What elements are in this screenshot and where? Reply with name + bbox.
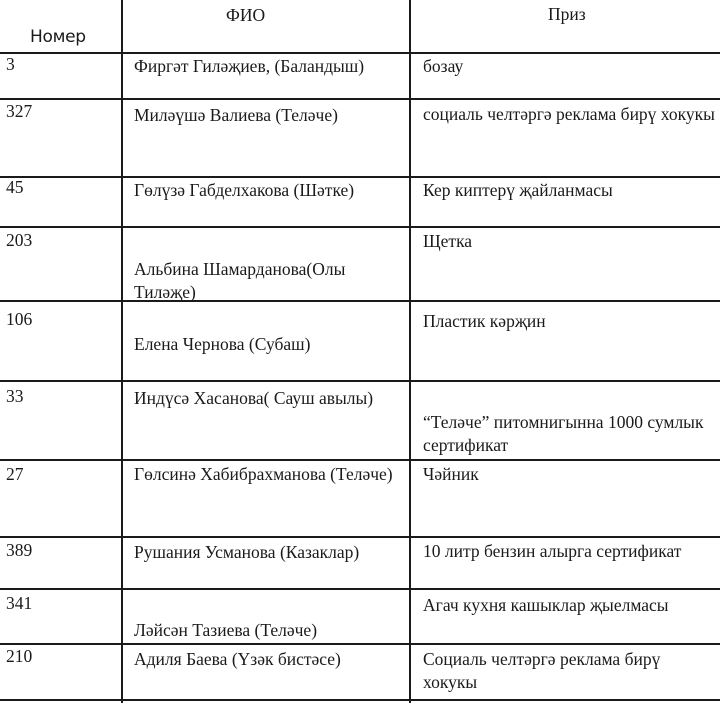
row-prize: Агач кухня кашыклар җыелмасы xyxy=(423,595,669,615)
row-prize: Пластик кәрҗин xyxy=(423,311,546,331)
row-number: 327 xyxy=(6,101,33,121)
row-divider xyxy=(0,226,720,228)
row-divider xyxy=(0,699,720,701)
column-divider xyxy=(121,0,123,703)
row-number: 45 xyxy=(6,177,24,197)
row-prize: Кер киптерү җайланмасы xyxy=(423,180,613,200)
row-number: 33 xyxy=(6,386,24,406)
row-prize: Щетка xyxy=(423,231,473,251)
row-divider xyxy=(0,588,720,590)
row-divider xyxy=(0,536,720,538)
header-prize: Приз xyxy=(548,4,586,24)
row-prize: бозау xyxy=(423,56,464,76)
row-prize: Чәйник xyxy=(423,464,479,484)
column-divider xyxy=(409,0,411,703)
row-divider xyxy=(0,459,720,461)
row-divider xyxy=(0,380,720,382)
row-name: Индүсә Хасанова( Сауш авылы) xyxy=(134,388,374,408)
row-name: Гөлүзә Габделхакова (Шәтке) xyxy=(134,180,355,200)
row-prize: 10 литр бензин алырга сертификат xyxy=(423,541,682,561)
row-number: 106 xyxy=(6,309,33,329)
row-number: 27 xyxy=(6,464,24,484)
row-name: Гөлсинә Хабибрахманова (Теләче) xyxy=(134,464,393,484)
header-name: ФИО xyxy=(226,5,266,25)
row-number: 341 xyxy=(6,593,33,613)
row-number: 203 xyxy=(6,230,33,250)
row-prize: социаль челтәргә реклама бирү хокукы xyxy=(423,104,715,124)
row-name: Елена Чернова (Субаш) xyxy=(134,334,311,354)
row-name: Альбина Шамарданова(Олы Тиләҗе) xyxy=(134,259,346,302)
row-number: 210 xyxy=(6,646,33,666)
header-number: Номер xyxy=(30,27,86,47)
row-number: 389 xyxy=(6,540,33,560)
row-number: 3 xyxy=(6,54,15,74)
row-prize: Социаль челтәргә реклама бирү хокукы xyxy=(423,649,661,692)
row-name: Ләйсән Тазиева (Теләче) xyxy=(134,620,318,640)
row-name: Фиргәт Гиләҗиев, (Баландыш) xyxy=(134,56,365,76)
row-prize: “Теләче” питомнигынна 1000 сумлык сертификат xyxy=(423,412,704,455)
row-name: Миләүшә Валиева (Теләче) xyxy=(134,105,338,125)
row-name: Рушания Усманова (Казаклар) xyxy=(134,542,360,562)
row-name: Адиля Баева (Үзәк бистәсе) xyxy=(134,649,341,669)
